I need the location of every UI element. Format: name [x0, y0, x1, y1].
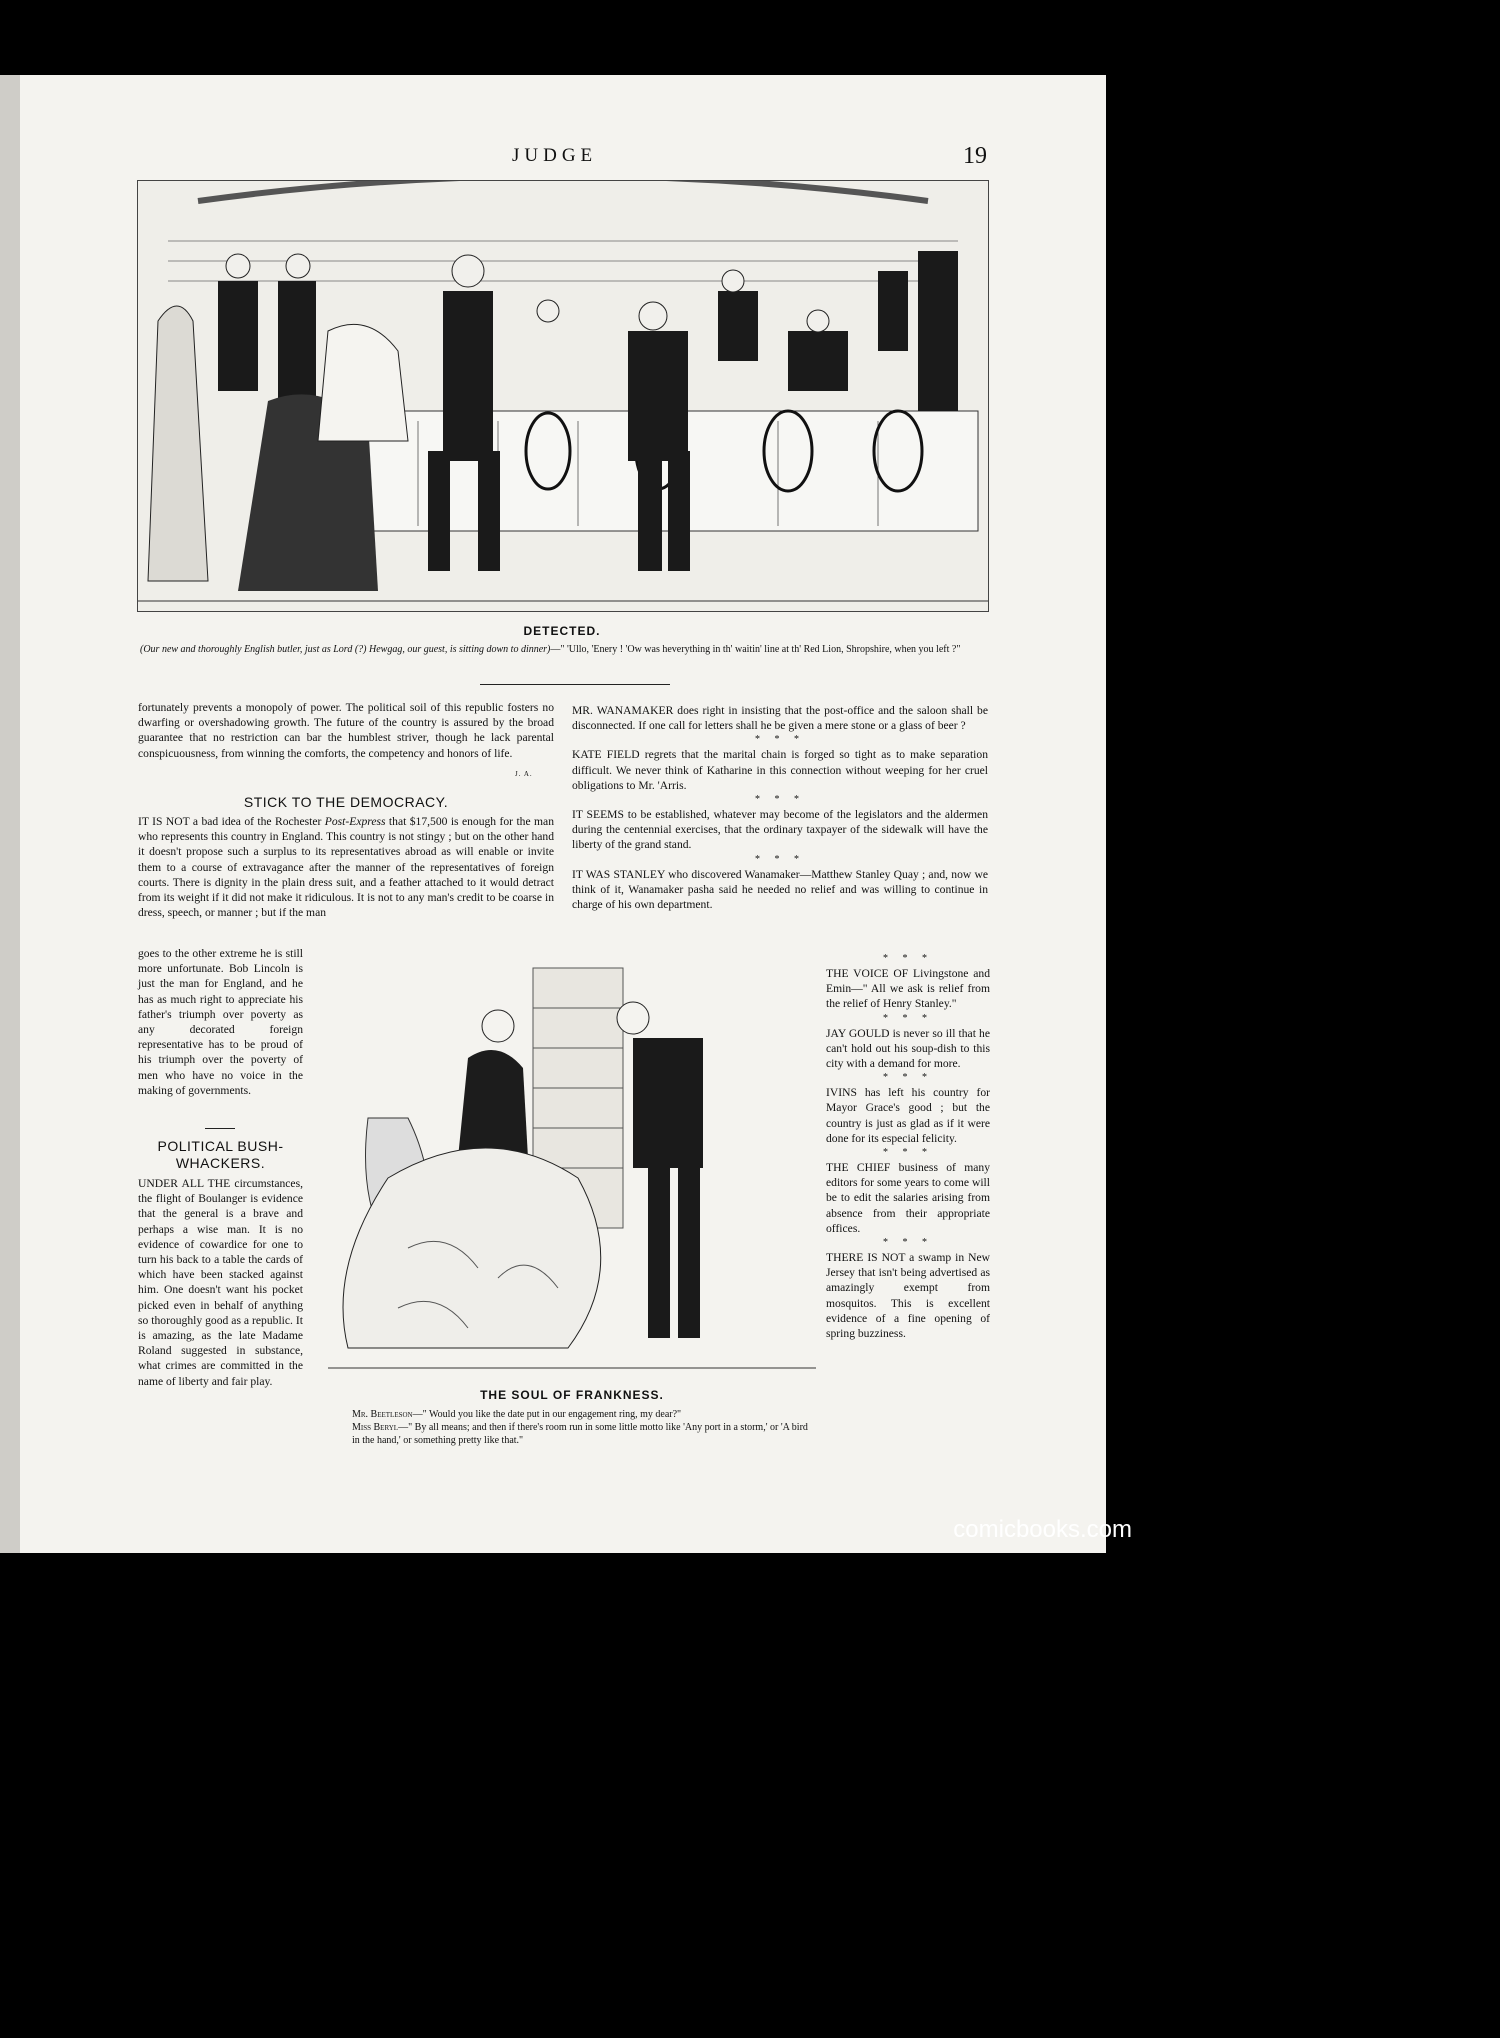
- page-number: 19: [963, 143, 987, 169]
- binding-gutter: [0, 75, 22, 1553]
- article2-body: [138, 1176, 303, 1389]
- left-column-intro: [138, 700, 554, 761]
- speaker1-name: Mr. Beetleson: [352, 1409, 413, 1420]
- article2-heading-line1: POLITICAL BUSH-: [157, 1138, 284, 1154]
- stars-separator: * * *: [883, 953, 933, 964]
- article1-text-b: that $17,500 is enough for the man who represents this country in England. This country is not stingy ; but on the other hand it doesn't propose such a surplus to its representatives abroad as will enable or invite them to a course of extravagance after the manner of the representatives of foreign courts. There is dignity in the plain dress suit, and a feather attached to it would detract from its weight if it did not make it ridiculous. It is not to any man's credit to be coarse in dress, speech, or manner ; but if the man: [138, 815, 554, 920]
- article2-heading-line2: WHACKERS.: [175, 1155, 266, 1171]
- right-item-4: IT WAS STANLEY who discovered Wanamaker—Matthew Stanley Quay ; and, now we think of it, Wanamaker pasha said he needed no relief and was willing to continue in charge of his own department.: [572, 867, 988, 912]
- watermark: comicbooks.com: [953, 1516, 1132, 1543]
- narrow-item-1: THE VOICE OF Livingstone and Emin—" All we ask is relief from the relief of Henry Stanley.": [826, 967, 990, 1011]
- illustration1-caption-italic: (Our new and thoroughly English butler, just as Lord (?) Hewgag, our guest, is sitting down to dinner): [140, 644, 551, 655]
- stars-separator: * * *: [755, 794, 805, 806]
- article1-narrow-body: [138, 946, 303, 1098]
- article1-text-a: IT IS NOT a bad idea of the Rochester: [138, 815, 325, 828]
- intro-signature: J. A.: [515, 770, 533, 778]
- section-rule: [480, 684, 670, 685]
- right-column: [572, 703, 988, 912]
- illustration1-caption: [140, 643, 990, 656]
- stars-separator: * * *: [883, 1237, 933, 1249]
- narrow-item-5: THERE IS NOT a swamp in New Jersey that isn't being advertised as amazingly exempt from mosquitos. This is excellent evidence of a fine opening of spring buzziness.: [826, 1251, 990, 1341]
- stars-separator: * * *: [883, 1012, 933, 1024]
- narrow-right-column: [826, 952, 990, 1341]
- illustration1-caption-rest: —" 'Ullo, 'Enery ! 'Ow was heverything in th' waitin' line at th' Red Lion, Shropshire, when you left ?": [550, 644, 961, 655]
- illustration2-caption: [352, 1408, 812, 1447]
- article1-narrow-text: goes to the other extreme he is still more unfortunate. Bob Lincoln is just the man for England, and he has as much right to appreciate his father's triumph over poverty as any decorated foreign representative has to be proud of his triumph over the poverty of men who have no voice in the making of governments.: [138, 947, 303, 1097]
- courtship-illustration-icon: [328, 948, 816, 1378]
- speaker2-name: Miss Beryl: [352, 1422, 399, 1433]
- right-item-1: MR. WANAMAKER does right in insisting that the post-office and the saloon shall be disconnected. If one call for letters shall he be given a mere stone or a glass of beer ?: [572, 704, 988, 733]
- stars-separator: * * *: [883, 1072, 933, 1084]
- article2-text: UNDER ALL THE circumstances, the flight of Boulanger is evidence that the general is a brave and perhaps a wise man. It is no evidence of cowardice for one to turn his back to a table the cards of which have been stacked against him. One doesn't want his pocket picked even in behalf of anything so thoroughly good as a republic. It is amazing, as the late Madame Roland suggested in substance, what crimes are committed in the name of liberty and fair play.: [138, 1177, 303, 1388]
- right-item-3: IT SEEMS to be established, whatever may become of the legislators and the aldermen during the centennial exercises, that the ordinary taxpayer of the sidewalk will have the liberty of the grand stand.: [572, 808, 988, 852]
- stars-separator: * * *: [755, 734, 805, 746]
- narrow-item-2: JAY GOULD is never so ill that he can't hold out his soup-dish to this city with a demand for more.: [826, 1026, 990, 1071]
- article2-heading: [138, 1138, 303, 1172]
- right-item-2: KATE FIELD regrets that the marital chain is forged so tight as to make separation difficult. We never think of Katharine in this connection without weeping for her cruel obligations to Mr. 'Arris.: [572, 748, 988, 792]
- masthead: JUDGE: [512, 145, 598, 166]
- section-rule-small: [205, 1128, 235, 1129]
- article1-text-italic: Post-Express: [324, 815, 386, 828]
- narrow-item-3: IVINS has left his country for Mayor Grace's good ; but the country is just as glad as if it were done for its especial felicity.: [826, 1086, 990, 1145]
- illustration2-title: THE SOUL OF FRANKNESS.: [480, 1388, 664, 1402]
- article1-heading: STICK TO THE DEMOCRACY.: [243, 794, 449, 810]
- illustration1-title: DETECTED.: [523, 624, 601, 638]
- stars-separator: * * *: [883, 1147, 933, 1159]
- speaker2-line: —" By all means; and then if there's room run in some little motto like 'Any port in a storm,' or 'A bird in the hand,' or something pretty like that.": [352, 1422, 808, 1446]
- article1-body: [138, 814, 554, 920]
- speaker1-line: —" Would you like the date put in our engagement ring, my dear?": [412, 1409, 682, 1420]
- narrow-item-4: THE CHIEF business of many editors for some years to come will be to edit the salaries arising from absence from their appropriate offices.: [826, 1161, 990, 1235]
- dinner-party-illustration-icon: [137, 180, 989, 612]
- intro-paragraph: fortunately prevents a monopoly of power. The political soil of this republic fosters no dwarfing or overshadowing growth. The future of the country is assured by the broad guarantee that no restriction can bar the humblest striver, though he lack parental conspicuousness, from winning the comforts, the competency and honors of life.: [138, 701, 554, 760]
- stars-separator: * * *: [755, 853, 805, 865]
